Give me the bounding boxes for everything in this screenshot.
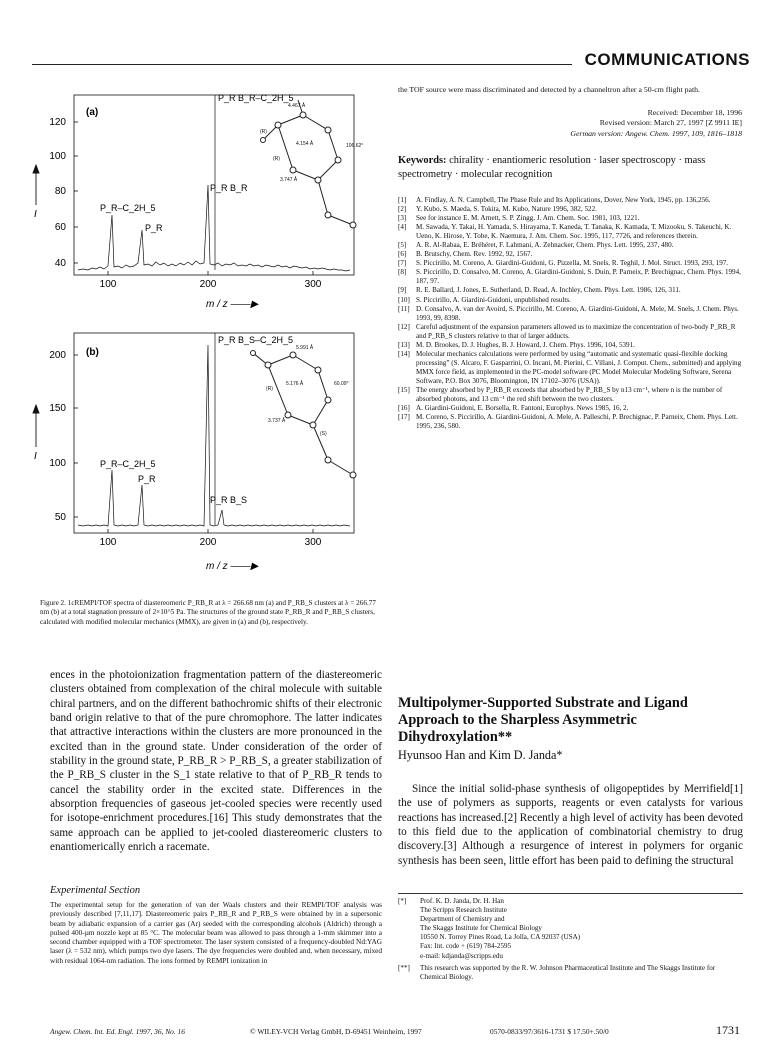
reference-number: [1]: [398, 196, 407, 204]
reference-text: D. Consalvo, A. van der Avoird, S. Piccirillo, M. Coreno, A. Giardini-Guidoni, A. Mele, M. Snels, J. Chem. Phys. 1993, 99, 8398.: [416, 304, 739, 322]
angle-label: 60.09°: [334, 381, 349, 387]
reference-number: [11]: [398, 304, 410, 313]
panel-a-peak: P_R–C_2H_5: [100, 203, 156, 213]
header-rule: [32, 64, 572, 65]
figure-caption: Figure 2. 1cREMPI/TOF spectra of diastereomeric P_RB_R at λ = 266.68 nm (a) and P_RB_S clusters at λ = 266.77 nm (b) at a total stagnation pressure of 2×10^5 Pa. The structures of the ground state P_RB_R and P_RB_S clusters, calculated with modified molecular mechanics (MMX), are given in (a) and (b), respectively.: [40, 599, 376, 626]
reference-item: [398, 259, 743, 268]
x-axis-label: m / z ——▶: [206, 299, 259, 310]
reference-text: M. Coreno, S. Piccirillo, A. Giardini-Guidoni, A. Mele, A. Palleschi, P. Brechignac, P. Parneix, Chem. Phys. Lett. 1995, 236, 580.: [416, 413, 738, 431]
footnote-text: This research was supported by the R. W. Johnson Pharmaceutical Institute and The Skaggs Institute for Chemical Biology.: [420, 963, 716, 981]
footnote-item: [398, 964, 743, 982]
panel-b-peak: P_R: [138, 474, 156, 484]
reference-text: The energy absorbed by P_RB_R exceeds that absorbed by P_RB_S by n13 cm⁻¹, where n is the number of absorbed photons, and 13 cm⁻¹ the red shift between the two clusters.: [416, 385, 723, 404]
experimental-heading: Experimental Section: [50, 885, 141, 896]
distance-label: 5.991 Å: [296, 345, 314, 351]
reference-text: S. Piccirillo, A. Giardini-Guidoni, unpublished results.: [416, 295, 571, 304]
distance-label: 4.467 Å: [288, 103, 306, 109]
panel-a-label: (a): [86, 107, 99, 118]
panel-a-xtick: 300: [304, 279, 322, 290]
footnote-marker: [*]: [398, 897, 407, 905]
panel-b-ytick: 200: [49, 350, 66, 361]
reference-text: A. Giardini-Guidoni, E. Borsella, R. Fantoni, Europhys. News 1985, 16, 2.: [416, 404, 629, 413]
reference-number: [13]: [398, 340, 410, 349]
footnote-item: [398, 897, 743, 961]
panel-a-spectrum: [78, 185, 350, 271]
panel-b-xtick: 200: [199, 537, 217, 548]
stereo-label: (R): [260, 129, 267, 135]
figure-2: [28, 85, 384, 645]
reference-text: Careful adjustment of the expansion parameters allowed us to maximize the concentration of two-body P_RB_R and P_RB_S clusters relative to that of larger adducts.: [416, 322, 736, 340]
panel-a-ytick: 100: [49, 151, 66, 162]
keywords: [398, 154, 743, 181]
footnote-rule: [398, 893, 743, 894]
angle-label: 106.62°: [346, 143, 364, 149]
reference-item: [398, 323, 743, 341]
distance-label: 3.747 Å: [280, 177, 298, 183]
distance-label: 3.737 Å: [268, 418, 286, 424]
panel-b-ytick: 150: [49, 403, 66, 414]
panel-a-ytick: 80: [54, 186, 66, 197]
reference-item: [398, 305, 743, 323]
reference-text: S. Piccirillo, M. Coreno, A. Giardini-Guidoni, G. Pizzella, M. Snels, R. Teghil, J. Mol. Struct. 1993, 293, 197.: [416, 259, 729, 268]
references-list: [398, 196, 743, 431]
panel-b-xtick: 100: [99, 537, 117, 548]
reference-item: [398, 286, 743, 295]
keywords-label: Keywords:: [398, 155, 447, 166]
spectra-svg: [28, 85, 384, 590]
footer-code: 0570-0833/97/3616-1731 $ 17.50+.50/0: [490, 1027, 609, 1036]
reference-number: [3]: [398, 214, 407, 223]
panel-a-peak: P_R: [145, 223, 163, 233]
panel-b-peak: P_R B_S–C_2H_5: [218, 335, 294, 345]
section-heading: COMMUNICATIONS: [584, 50, 750, 69]
reference-number: [7]: [398, 259, 407, 268]
panel-a-peak: P_R B_R–C_2H_5: [218, 93, 294, 103]
reference-number: [12]: [398, 322, 410, 331]
stereo-label: (S): [320, 431, 327, 437]
panel-b-peak: P_R–C_2H_5: [100, 459, 156, 469]
distance-label: 5.176 Å: [286, 381, 304, 387]
reference-item: [398, 341, 743, 350]
panel-b-ytick: 100: [49, 458, 66, 469]
distance-label: 4.154 Å: [296, 141, 314, 147]
reference-number: [17]: [398, 413, 410, 422]
footer-journal: Angew. Chem. Int. Ed. Engl. 1997, 36, No. 16: [50, 1027, 185, 1036]
reference-item: [398, 296, 743, 305]
reference-text: B. Brutschy, Chem. Rev. 1992, 92, 1567.: [416, 250, 533, 259]
reference-item: [398, 413, 743, 431]
article-authors: Hyunsoo Han and Kim D. Janda*: [398, 748, 563, 762]
reference-number: [2]: [398, 205, 407, 214]
panel-b-label: (b): [86, 347, 99, 358]
footnote-text: Prof. K. D. Janda, Dr. H. Han The Scripps Research Institute Department of Chemistry and The Skaggs Institute for Chemical Biology 10550 N. Torrey Pines Road, La Jolla, CA 92037 (USA) Fax: Int. code + (619) 784-2595 e-mail: kdjanda@scripps.edu: [420, 897, 581, 960]
reference-number: [10]: [398, 295, 410, 304]
article-title: Multipolymer-Supported Substrate and Ligand Approach to the Sharpless Asymmetric Dihydroxylation**: [398, 695, 688, 745]
reference-item: [398, 196, 743, 205]
body-text-left: ences in the photoionization fragmentation pattern of the diastereomeric clusters obtained from complexation of the chiral molecule with suitable chiral partners, and on the different bathochromic shifts of their electronic band origin relative to that of the pure chromophore. The latter indicates that attractive interactions within the clusters are more pronounced in the excited than in the ground state. Under consideration of the order of stability in the ground state, P_RB_R > P_RB_S, a greater stabilization of the P_RB_S cluster in the S_1 state relative to that of P_RB_R tends to cancel the stability order in the excited state. Differences in the absorption frequencies of gaseous jet-cooled species were recently used for isotope-enrichment procedures.[16] This study demonstrates that the same approach can be applied to jet-cooled diastereomeric clusters to enantiomerically enrich a racemate.: [50, 669, 382, 854]
reference-number: [6]: [398, 250, 407, 259]
reference-text: R. E. Ballard, J. Jones, E. Sutherland, D. Read, A. Inchley, Chem. Phys. Lett. 1986, 126, 311.: [416, 286, 681, 295]
molecule-a-structure: [261, 100, 357, 228]
panel-b-xtick: 300: [304, 537, 322, 548]
panel-a-xtick: 100: [99, 279, 117, 290]
reference-item: [398, 404, 743, 413]
reference-text: A. Findlay, A. N. Campbell, The Phase Rule and Its Applications, Dover, New York, 1945, pp. 136,256.: [416, 196, 711, 204]
reference-text: M. D. Brookes, D. J. Hughes, B. J. Howard, J. Chem. Phys. 1996, 104, 5391.: [416, 340, 635, 349]
reference-item: [398, 205, 743, 214]
panel-a-ytick: 60: [54, 222, 66, 233]
panel-a-xtick: 200: [199, 279, 217, 290]
reference-number: [4]: [398, 223, 407, 232]
reference-item: [398, 250, 743, 259]
reference-item: [398, 386, 743, 404]
page-number: 1731: [716, 1023, 740, 1037]
reference-number: [8]: [398, 268, 407, 277]
y-axis-label-b: I: [34, 451, 37, 462]
received-dates: Received: December 18, 1996 Revised version: March 27, 1997 [Z 9911 IE] German version: Angew. Chem. 1997, 109, 1816–1818: [570, 108, 742, 138]
tof-continuation: the TOF source were mass discriminated and detected by a channeltron after a 50-cm flight path.: [398, 85, 700, 94]
reference-item: [398, 241, 743, 250]
reference-text: Molecular mechanics calculations were performed by using “automatic and systematic quasi-flexible docking processing” (S. Alcaro, F. Gasparrini, O. Incani, M. Pierini, C. Villani, J. Comput. Chem., submitted) and applying MMX force field, as implemented in the PC-model software (PC Model Molecular Modeling Software, Serena Software, P.O. Box 3076, Bloomington, IN 17102–3076 (USA)).: [416, 349, 742, 385]
panel-a-ytick: 40: [54, 258, 66, 269]
reference-text: M. Sawada, Y. Takai, H. Yamada, S. Hirayama, T. Kaneda, T. Tanaka, K. Kamada, T. Mizooku, S. Takeuchi, K. Ueno, K. Hirose, Y. Tobe, K. Naemura, J. Am. Chem. Soc. 1995, 117, 7726, and references therein.: [416, 223, 732, 241]
reference-item: [398, 268, 743, 286]
reference-number: [5]: [398, 241, 407, 250]
page-footer: [50, 1023, 740, 1038]
reference-text: Y. Kubo, S. Maeda, S. Tokita, M. Kubo, Nature 1996, 382, 522.: [416, 205, 597, 214]
reference-number: [14]: [398, 349, 410, 358]
molecule-b-structure: [251, 351, 357, 479]
y-axis-label: I: [34, 209, 37, 220]
x-axis-label-b: m / z ——▶: [206, 561, 259, 572]
reference-item: [398, 350, 743, 386]
reference-text: S. Piccirillo, D. Consalvo, M. Coreno, A. Giardini-Guidoni, S. Duin, P. Parneix, P. Brechignac, Chem. Phys. 1994, 187, 97.: [416, 268, 741, 286]
panel-b-ytick: 50: [54, 512, 66, 523]
experimental-text: The experimental setup for the generation of van der Waals clusters and their REMPI/TOF analysis was previously described [7,11,17]. Diastereomeric pairs P_RB_R and P_RB_S were obtained by in a supersonic beam by adiabatic expansion of a carrier gas (Ar) seeded with the corresponding alcohols (Aldrich) through a pulsed 400-µm nozzle kept at 85 °C. The molecular beam was allowed to pass through a 1-mm skimmer into a second chamber equipped with a TOF spectrometer. The laser system consisted of a frequency-doubled Nd:YAG laser (λ = 532 nm), which pumps two dye lasers. The dye frequencies were doubled and, when necessary, mixed with residual 1064-nm radiation. The ions formed by REMPI ionization in: [50, 900, 382, 965]
reference-number: [15]: [398, 385, 410, 394]
reference-text: See for instance E. M. Arnett, S. P. Zingg, J. Am. Chem. Soc. 1981, 103, 1221.: [416, 214, 640, 223]
keywords-text: chirality · enantiomeric resolution · laser spectroscopy · mass spectrometry · molecular recognition: [398, 155, 706, 180]
reference-number: [16]: [398, 404, 410, 413]
reference-item: [398, 223, 743, 241]
reference-number: [9]: [398, 286, 407, 295]
footnote-marker: [**]: [398, 963, 410, 972]
reference-text: A. R. Al-Rabaa, E. Bréhéret, F. Lahmani, A. Zehnacker, Chem. Phys. Lett. 1995, 237, 480.: [416, 241, 674, 250]
stereo-label: (R): [273, 156, 280, 162]
article-body: Since the initial solid-phase synthesis of oligopeptides by Merrifield[1] the use of polymers as supports, reagents or even catalysts for various reactions has increased.[2] Recently a high level of activity has been devoted to this field due to the application of combinatorial chemistry to drug discovery.[3] Although a resurgence of interest in polymers for organic synthesis has been seen, little effort has been paid to defining the structural: [398, 783, 743, 867]
footer-publisher: © WILEY-VCH Verlag GmbH, D-69451 Weinheim, 1997: [250, 1027, 422, 1036]
panel-b-peak: P_R B_S: [210, 495, 248, 505]
reference-item: [398, 214, 743, 223]
footnotes: [398, 897, 743, 985]
stereo-label: (R): [266, 386, 273, 392]
panel-a-peak: P_R B_R: [210, 183, 248, 193]
panel-a-ytick: 120: [49, 117, 66, 128]
